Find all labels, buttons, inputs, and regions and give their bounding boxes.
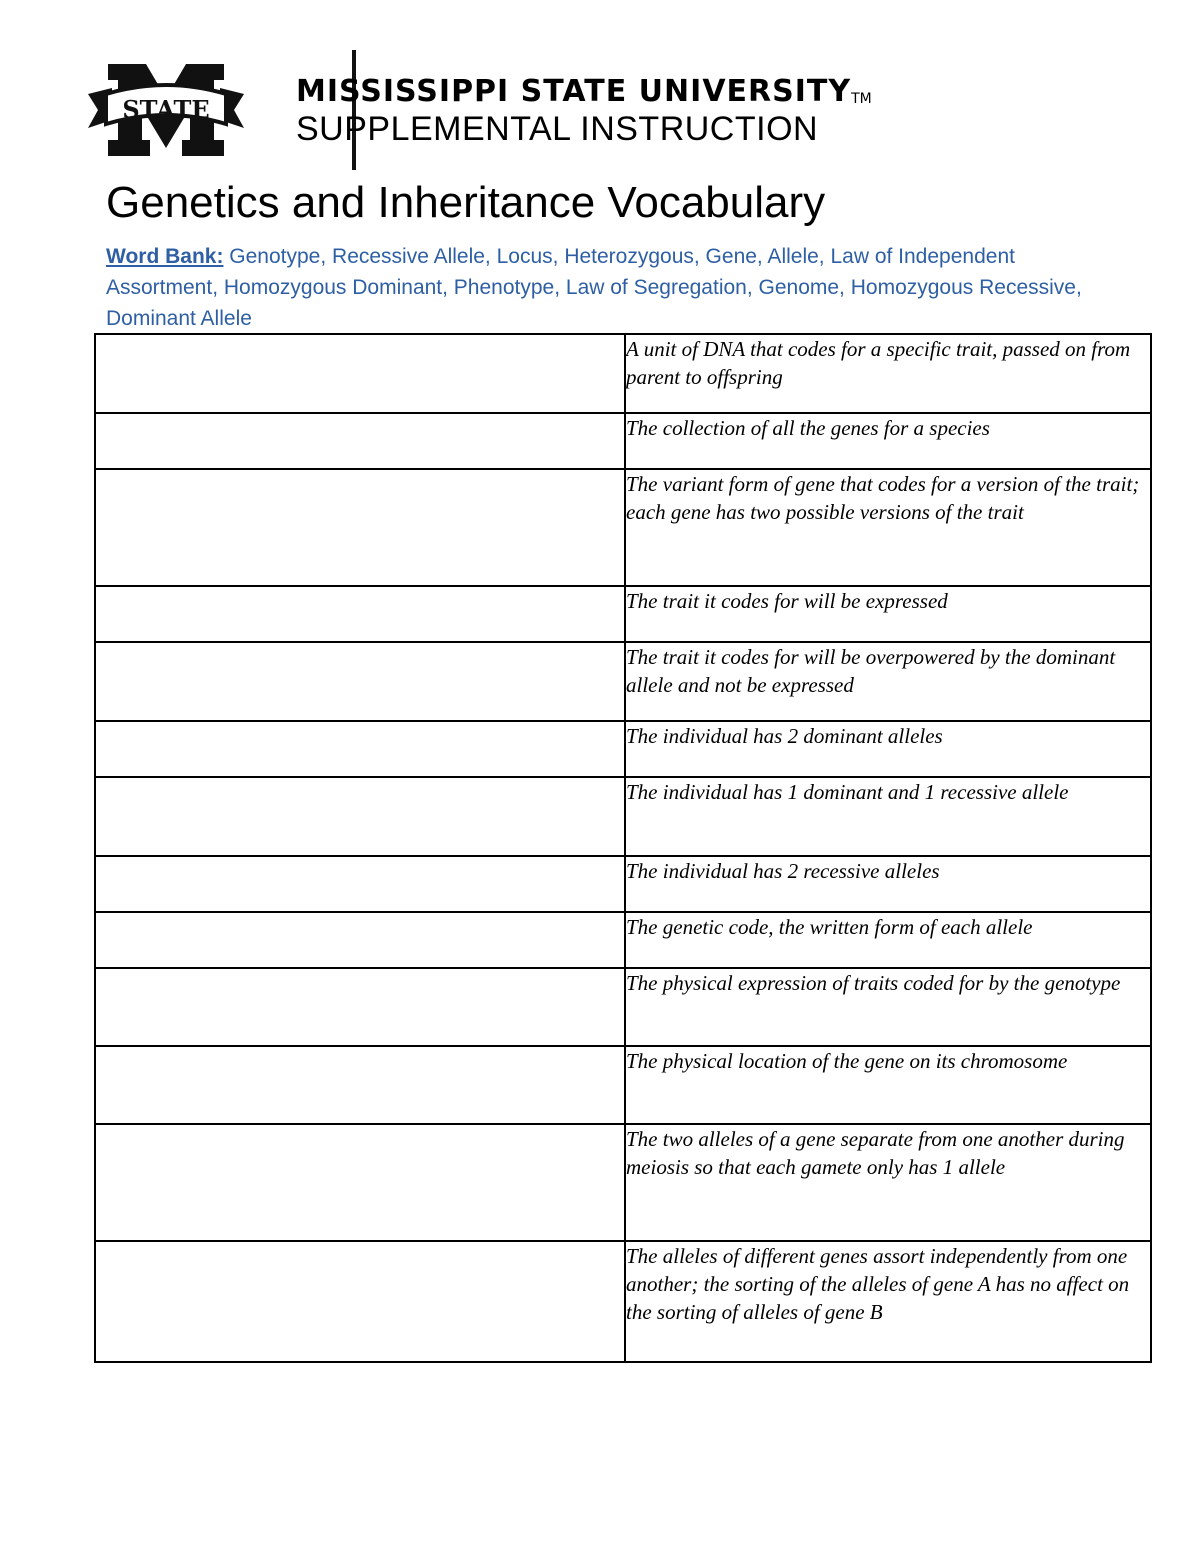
department-name: SUPPLEMENTAL INSTRUCTION [296,110,819,148]
term-cell[interactable] [95,334,625,413]
table-row [95,721,1151,777]
term-cell[interactable] [95,721,625,777]
definition-cell: The individual has 2 dominant alleles [625,721,1151,777]
definition-cell: The individual has 2 recessive alleles [625,856,1151,912]
table-row [95,912,1151,968]
term-cell[interactable] [95,413,625,469]
definition-cell: A unit of DNA that codes for a specific trait, passed on from parent to offspring [625,334,1151,413]
term-cell[interactable] [95,912,625,968]
definition-cell: The physical expression of traits coded for by the genotype [625,968,1151,1046]
table-row [95,777,1151,856]
table-row [95,586,1151,642]
definition-cell: The physical location of the gene on its chromosome [625,1046,1151,1124]
table-row [95,1241,1151,1362]
term-cell[interactable] [95,777,625,856]
table-row [95,413,1151,469]
page-title: Genetics and Inheritance Vocabulary [106,178,826,227]
term-cell[interactable] [95,469,625,586]
table-row [95,334,1151,413]
table-row [95,1124,1151,1241]
vocabulary-table [94,333,1152,1363]
trademark-mark: TM [851,91,872,107]
definition-cell: The trait it codes for will be overpowered by the dominant allele and not be expressed [625,642,1151,721]
term-cell[interactable] [95,586,625,642]
word-bank-terms: Genotype, Recessive Allele, Locus, Heterozygous, Gene, Allele, Law of Independent Assortment, Homozygous Dominant, Phenotype, Law of Segregation, Genome, Homozygous Recessive, Dominant Allele [106,245,1082,330]
logo-wordmark: STATE [122,95,210,124]
definition-cell: The trait it codes for will be expressed [625,586,1151,642]
definition-cell: The collection of all the genes for a species [625,413,1151,469]
header [86,50,946,172]
definition-cell: The alleles of different genes assort independently from one another; the sorting of the alleles of gene A has no affect on the sorting of alleles of gene B [625,1241,1151,1362]
term-cell[interactable] [95,856,625,912]
msu-logo [86,58,246,162]
table-row [95,856,1151,912]
term-cell[interactable] [95,1124,625,1241]
table-row [95,469,1151,586]
definition-cell: The individual has 1 dominant and 1 recessive allele [625,777,1151,856]
word-bank [106,241,1106,334]
definition-cell: The variant form of gene that codes for a version of the trait; each gene has two possible versions of the trait [625,469,1151,586]
definition-cell: The genetic code, the written form of each allele [625,912,1151,968]
term-cell[interactable] [95,1241,625,1362]
table-row [95,642,1151,721]
definition-cell: The two alleles of a gene separate from one another during meiosis so that each gamete only has 1 allele [625,1124,1151,1241]
term-cell[interactable] [95,1046,625,1124]
term-cell[interactable] [95,642,625,721]
university-name: MISSISSIPPI STATE UNIVERSITYTM [296,74,872,109]
table-row [95,968,1151,1046]
term-cell[interactable] [95,968,625,1046]
table-row [95,1046,1151,1124]
word-bank-label: Word Bank: [106,245,224,268]
